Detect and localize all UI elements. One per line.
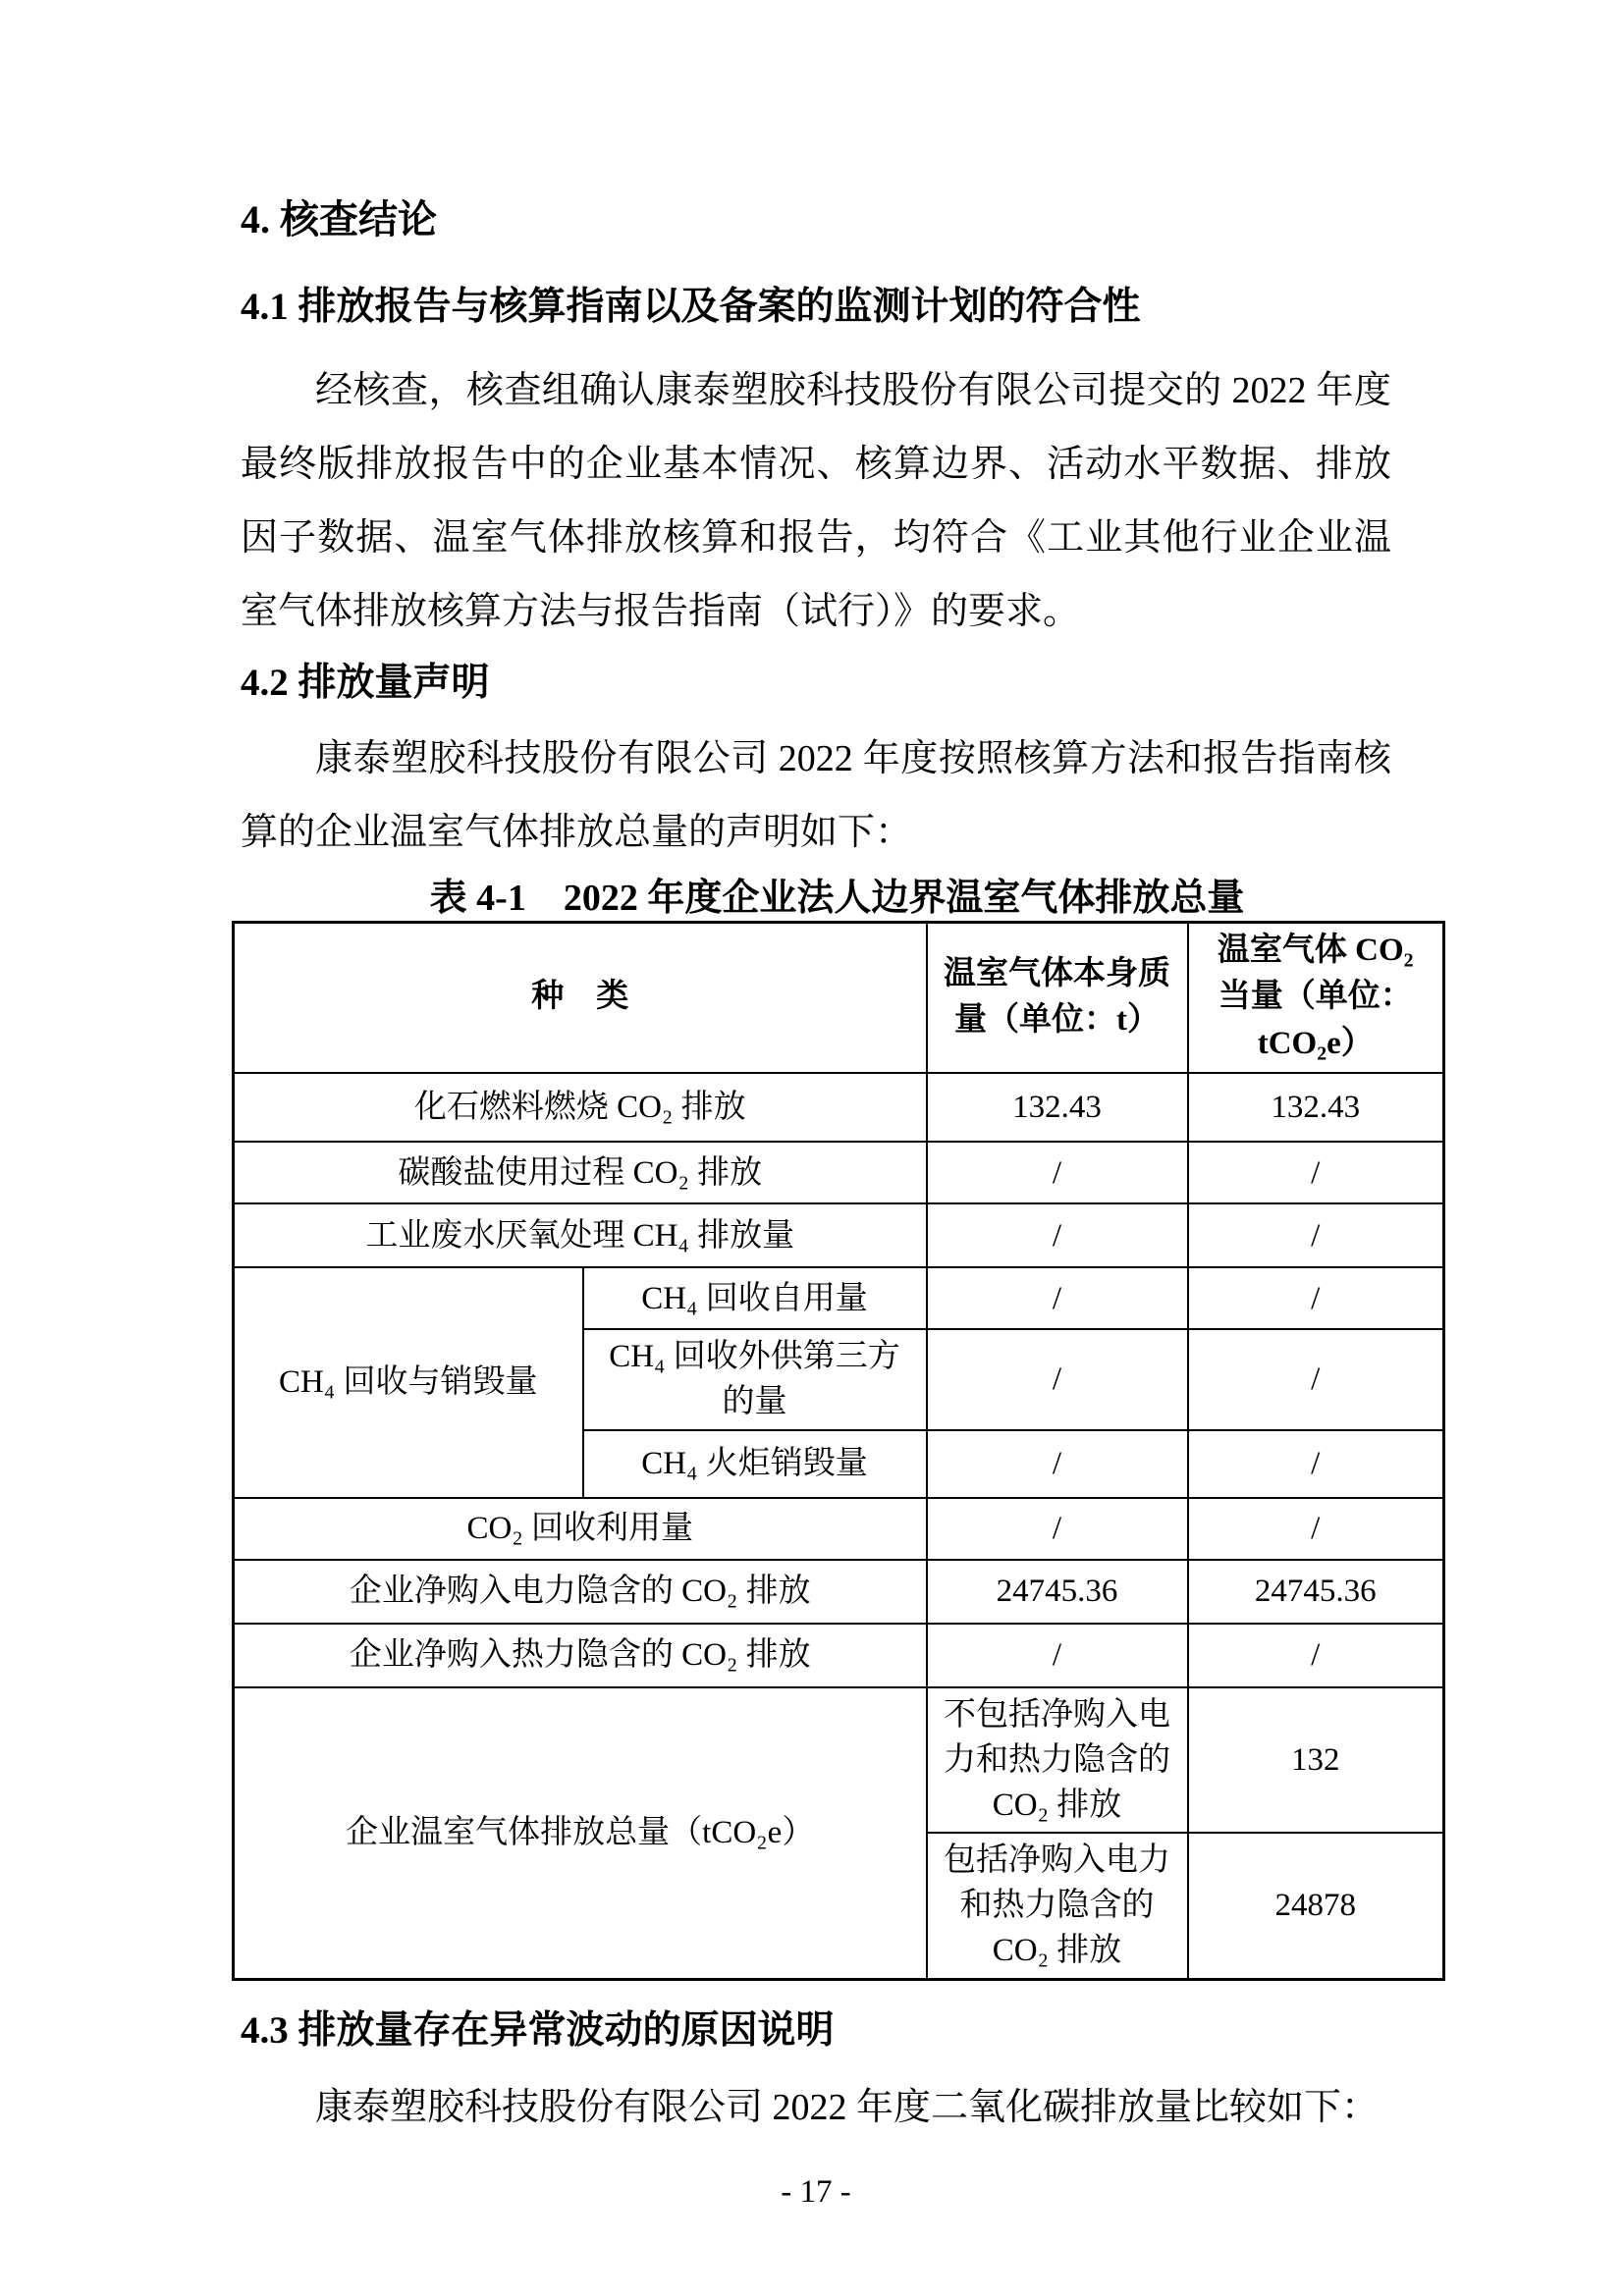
row-label-cell: CO₂ 回收利用量 (234, 1498, 927, 1560)
page-number: - 17 - (781, 2174, 851, 2211)
section-heading-4-2: 4.2 排放量声明 (241, 661, 490, 704)
table-caption: 表 4-1 2022 年度企业法人边界温室气体排放总量 (429, 877, 1245, 919)
row-label-cell: 碳酸盐使用过程 CO₂ 排放 (234, 1142, 927, 1203)
row-sublabel-cell: CH₄ 回收外供第三方的量 (583, 1329, 927, 1429)
mass-value-cell: / (927, 1329, 1188, 1429)
section-heading-4: 4. 核查结论 (241, 197, 437, 241)
table-row (234, 1267, 1444, 1329)
header-co2e: 温室气体 CO₂ 当量（单位：tCO₂e） (1188, 922, 1444, 1073)
table-row (234, 1073, 1444, 1142)
table-row (234, 1560, 1444, 1624)
row-label-cell: 企业净购入热力隐含的 CO₂ 排放 (234, 1624, 927, 1687)
row-group-cell: 企业温室气体排放总量（tCO₂e） (234, 1687, 927, 1980)
row-group-cell: CH₄ 回收与销毁量 (234, 1267, 583, 1497)
emissions-table (232, 921, 1445, 1981)
table-row (234, 1624, 1444, 1687)
row-label-cell: 工业废水厌氧处理 CH₄ 排放量 (234, 1203, 927, 1267)
co2e-value-cell: 132 (1188, 1687, 1444, 1834)
co2e-value-cell: / (1188, 1624, 1444, 1687)
co2e-value-cell: / (1188, 1498, 1444, 1560)
mass-value-cell: 24745.36 (927, 1560, 1188, 1624)
co2e-value-cell: / (1188, 1430, 1444, 1498)
co2e-value-cell: 24745.36 (1188, 1560, 1444, 1624)
section-heading-4-3: 4.3 排放量存在异常波动的原因说明 (241, 2008, 835, 2052)
row-sublabel-cell: 不包括净购入电力和热力隐含的 CO₂ 排放 (927, 1687, 1188, 1834)
co2e-value-cell: / (1188, 1267, 1444, 1329)
paragraph-compliance: 经核查，核查组确认康泰塑胶科技股份有限公司提交的 2022 年度最终版排放报告中的企业基本情况、核算边界、活动水平数据、排放因子数据、温室气体排放核算和报告，均符合《工业其他行业企业温室气体排放核算方法与报告指南（试行）》的要求。 (241, 369, 1391, 632)
header-mass: 温室气体本身质量（单位：t） (927, 922, 1188, 1073)
co2e-value-cell: / (1188, 1329, 1444, 1429)
mass-value-cell: / (927, 1624, 1188, 1687)
mass-value-cell: 132.43 (927, 1073, 1188, 1142)
mass-value-cell: / (927, 1267, 1188, 1329)
mass-value-cell: / (927, 1142, 1188, 1203)
row-label-cell: 企业净购入电力隐含的 CO₂ 排放 (234, 1560, 927, 1624)
mass-value-cell: / (927, 1430, 1188, 1498)
paragraph-emission-statement: 康泰塑胶科技股份有限公司 2022 年度按照核算方法和报告指南核算的企业温室气体排放总量的声明如下： (241, 737, 1391, 853)
table-row (234, 1498, 1444, 1560)
row-sublabel-cell: CH₄ 回收自用量 (583, 1267, 927, 1329)
mass-value-cell: / (927, 1498, 1188, 1560)
row-sublabel-cell: CH₄ 火炬销毁量 (583, 1430, 927, 1498)
co2e-value-cell: / (1188, 1142, 1444, 1203)
table-row (234, 1142, 1444, 1203)
co2e-value-cell: 132.43 (1188, 1073, 1444, 1142)
row-label-cell: 化石燃料燃烧 CO₂ 排放 (234, 1073, 927, 1142)
table-row (234, 1203, 1444, 1267)
row-sublabel-cell: 包括净购入电力和热力隐含的 CO₂ 排放 (927, 1833, 1188, 1979)
co2e-value-cell: / (1188, 1203, 1444, 1267)
header-category: 种 类 (234, 922, 927, 1073)
table-row (234, 1687, 1444, 1834)
co2e-value-cell: 24878 (1188, 1833, 1444, 1979)
mass-value-cell: / (927, 1203, 1188, 1267)
section-heading-4-1: 4.1 排放报告与核算指南以及备案的监测计划的符合性 (241, 286, 1141, 328)
table-header-row (234, 922, 1444, 1073)
paragraph-comparison: 康泰塑胶科技股份有限公司 2022 年度二氧化碳排放量比较如下： (315, 2087, 1380, 2129)
